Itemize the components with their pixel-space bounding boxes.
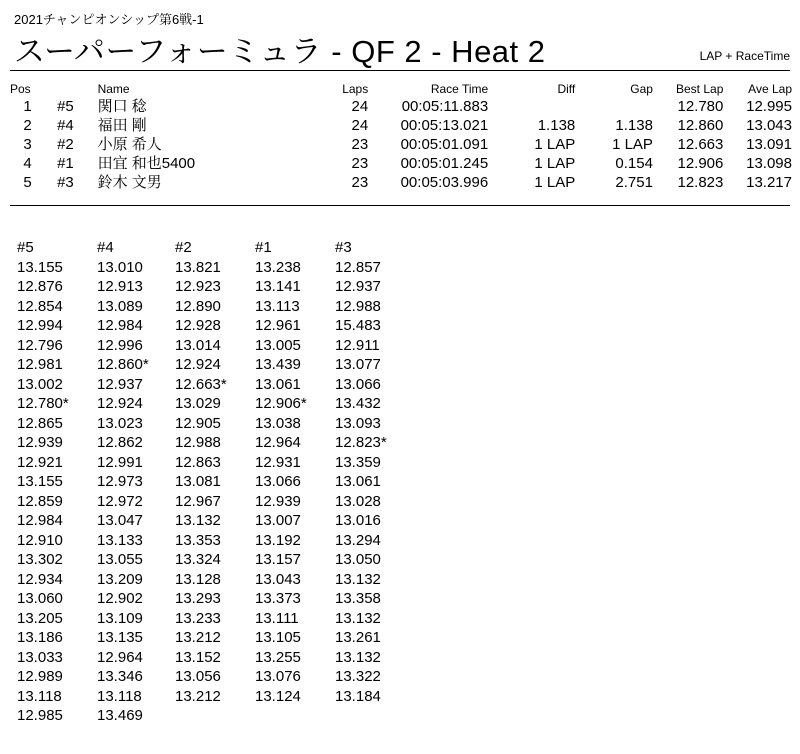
best-lap-cell: 12.780 <box>677 98 724 115</box>
driver-name-cell: 田宜 和也5400 <box>97 155 196 172</box>
lap-time-cell: 13.061 <box>255 375 301 393</box>
lap-time-cell: 13.212 <box>175 687 221 705</box>
col-diff: Diff <box>557 82 576 96</box>
diff-cell: 1 LAP <box>534 136 576 153</box>
diff-cell: 1.138 <box>537 117 576 134</box>
lap-time-cell: 13.016 <box>335 512 381 529</box>
lap-time-cell: 13.132 <box>335 648 381 666</box>
lap-time-cell: 12.905 <box>175 414 221 432</box>
driver-name-cell: 関口 稔 <box>97 98 147 115</box>
diff-cell: 1 LAP <box>534 155 576 172</box>
lap-time-cell: 12.931 <box>255 453 301 471</box>
lap-time-cell: 12.934 <box>17 570 63 588</box>
lap-time-cell: 12.937 <box>335 278 381 295</box>
lap-time-cell: 13.060 <box>17 590 63 607</box>
best-lap-cell: 12.860 <box>677 117 724 134</box>
pos-cell: 4 <box>23 155 32 172</box>
lap-time-cell: 12.964 <box>255 434 301 451</box>
lap-time-cell: 12.910 <box>17 531 63 549</box>
lap-time-cell: 13.093 <box>335 414 381 432</box>
lap-time-cell: 13.155 <box>17 258 63 276</box>
pos-cell: 3 <box>23 136 32 153</box>
lap-time-cell: 12.961 <box>255 317 301 334</box>
lap-time-cell: 13.293 <box>175 590 221 607</box>
col-no <box>45 81 97 97</box>
lap-time-cell: 12.988 <box>175 434 221 451</box>
laps-cell: 24 <box>351 117 369 134</box>
lap-time-cell: 12.939 <box>17 434 63 451</box>
lap-time-cell: 13.302 <box>17 551 63 568</box>
col-ave-lap: Ave Lap <box>748 82 792 96</box>
col-best-lap: Best Lap <box>676 82 724 96</box>
car-no-cell: #4 <box>57 117 74 134</box>
lap-time-cell: 12.854 <box>17 297 63 315</box>
lap-time-cell: 13.233 <box>175 609 221 627</box>
ave-lap-cell: 13.217 <box>746 174 792 191</box>
lap-time-cell: 13.111 <box>255 609 299 627</box>
lap-time-cell: 13.038 <box>255 414 301 432</box>
col-laps: Laps <box>342 82 369 96</box>
lap-time-cell: 13.076 <box>255 668 301 685</box>
lap-time-cell: 13.023 <box>97 414 143 432</box>
lap-column <box>175 238 227 706</box>
lap-time-cell: 12.973 <box>97 473 143 490</box>
lap-time-cell: 13.118 <box>97 687 142 705</box>
lap-time-cell: 12.996 <box>97 336 143 354</box>
lap-time-cell: 12.902 <box>97 590 143 607</box>
lap-time-cell: 12.859 <box>17 492 63 510</box>
lap-column-header: #3 <box>335 239 352 256</box>
lap-time-cell: 13.135 <box>97 629 143 646</box>
report-subtitle: 2021チャンピオンシップ第6戦-1 <box>14 12 204 27</box>
diff-cell: 1 LAP <box>534 174 576 191</box>
lap-time-cell: 12.984 <box>17 512 63 529</box>
lap-column-header: #5 <box>17 239 34 256</box>
laps-cell: 23 <box>351 174 369 191</box>
diff-cell <box>488 97 575 116</box>
lap-time-cell: 12.989 <box>17 668 63 685</box>
laps-cell: 23 <box>351 155 369 172</box>
lap-time-cell: 13.007 <box>255 512 301 529</box>
pos-cell: 1 <box>23 98 32 115</box>
lap-column-header: #1 <box>255 239 272 256</box>
lap-time-cell: 12.911 <box>335 336 380 354</box>
car-no-cell: #3 <box>57 174 74 191</box>
lap-column-header: #4 <box>97 239 114 256</box>
lap-time-cell: 13.212 <box>175 629 221 646</box>
lap-time-cell: 13.010 <box>97 258 143 276</box>
gap-cell <box>575 97 653 116</box>
lap-time-cell: 12.823* <box>335 434 387 451</box>
lap-time-cell: 12.913 <box>97 278 143 295</box>
result-row <box>10 173 792 192</box>
race-time-cell: 00:05:01.091 <box>400 136 489 153</box>
lap-time-cell: 13.105 <box>255 629 301 646</box>
lap-time-cell: 13.358 <box>335 590 381 607</box>
lap-time-cell: 13.353 <box>175 531 221 549</box>
best-lap-cell: 12.663 <box>677 136 724 153</box>
lap-time-cell: 12.994 <box>17 317 63 334</box>
lap-time-cell: 13.157 <box>255 551 301 568</box>
pos-cell: 5 <box>23 174 32 191</box>
lap-time-cell: 13.432 <box>335 395 381 412</box>
lap-time-cell: 12.964 <box>97 648 143 666</box>
lap-column <box>335 238 387 706</box>
lap-time-cell: 12.967 <box>175 492 221 510</box>
lap-time-cell: 13.033 <box>17 648 63 666</box>
lap-time-cell: 13.056 <box>175 668 221 685</box>
lap-time-cell: 13.066 <box>255 473 301 490</box>
lap-time-cell: 13.346 <box>97 668 143 685</box>
lap-time-cell: 13.155 <box>17 473 63 490</box>
gap-cell: 2.751 <box>615 174 653 191</box>
lap-time-cell: 12.923 <box>175 278 221 295</box>
lap-time-cell: 13.014 <box>175 336 221 354</box>
driver-name-cell: 鈴木 文男 <box>97 174 162 191</box>
result-row <box>10 97 792 116</box>
lap-time-cell: 13.141 <box>255 278 301 295</box>
lap-time-cell: 13.133 <box>97 531 143 549</box>
lap-time-cell: 12.860* <box>97 356 149 373</box>
lap-time-cell: 12.988 <box>335 297 381 315</box>
laps-cell: 23 <box>351 136 369 153</box>
lap-time-cell: 13.469 <box>97 707 143 724</box>
lap-time-cell: 12.991 <box>97 453 143 471</box>
car-no-cell: #5 <box>57 98 74 115</box>
lap-column <box>97 238 149 726</box>
lap-time-cell: 12.663* <box>175 375 227 393</box>
race-time-cell: 00:05:11.883 <box>401 98 489 115</box>
lap-time-cell: 13.132 <box>335 570 381 588</box>
lap-time-cell: 12.939 <box>255 492 301 510</box>
lap-time-cell: 12.924 <box>97 395 143 412</box>
race-time-cell: 00:05:03.996 <box>400 174 489 191</box>
lap-time-cell: 12.890 <box>175 297 221 315</box>
lap-time-cell: 13.152 <box>175 648 221 666</box>
results-table <box>10 81 792 192</box>
report-title: スーパーフォーミュラ - QF 2 - Heat 2 <box>14 34 546 69</box>
car-no-cell: #2 <box>57 136 74 153</box>
lap-time-cell: 13.439 <box>255 356 301 373</box>
lap-time-cell: 13.359 <box>335 453 381 471</box>
results-header-row <box>10 81 792 97</box>
report-type-tag: LAP + RaceTime <box>699 49 790 63</box>
lap-time-cell: 12.921 <box>17 453 63 471</box>
lap-column <box>255 238 307 706</box>
top-divider <box>10 70 790 71</box>
lap-column <box>17 238 69 726</box>
result-row <box>10 116 792 135</box>
lap-time-cell: 13.261 <box>335 629 381 646</box>
lap-time-cell: 13.186 <box>17 629 63 646</box>
lap-time-cell: 13.047 <box>97 512 143 529</box>
lap-time-cell: 13.089 <box>97 297 143 315</box>
lap-time-cell: 12.924 <box>175 356 221 373</box>
lap-time-cell: 12.780* <box>17 395 69 412</box>
col-name: Name <box>97 82 130 96</box>
lap-time-cell: 13.132 <box>335 609 381 627</box>
lap-time-cell: 13.322 <box>335 668 381 685</box>
lap-time-cell: 13.077 <box>335 356 381 373</box>
lap-time-cell: 12.972 <box>97 492 143 510</box>
lap-time-cell: 13.132 <box>175 512 221 529</box>
lap-time-cell: 13.109 <box>97 609 143 627</box>
result-row <box>10 154 792 173</box>
best-lap-cell: 12.823 <box>677 174 724 191</box>
col-race-time: Race Time <box>430 82 489 96</box>
lap-time-cell: 13.373 <box>255 590 301 607</box>
lap-time-cell: 13.238 <box>255 258 301 276</box>
lap-time-cell: 13.029 <box>175 395 221 412</box>
lap-time-cell: 12.796 <box>17 336 63 354</box>
lap-time-cell: 13.118 <box>17 687 62 705</box>
pos-cell: 2 <box>23 117 32 134</box>
lap-time-cell: 12.862 <box>97 434 143 451</box>
lap-time-cell: 12.928 <box>175 317 221 334</box>
race-time-cell: 00:05:01.245 <box>400 155 489 172</box>
lap-time-cell: 12.981 <box>17 356 63 373</box>
laps-cell: 24 <box>351 98 369 115</box>
lap-time-cell: 13.028 <box>335 492 381 510</box>
driver-name-cell: 福田 剛 <box>97 117 147 134</box>
ave-lap-cell: 13.098 <box>746 155 792 172</box>
lap-time-cell: 13.192 <box>255 531 301 549</box>
lap-column-header: #2 <box>175 239 192 256</box>
car-no-cell: #1 <box>57 155 74 172</box>
lap-time-cell: 12.937 <box>97 375 143 393</box>
lap-time-cell: 13.066 <box>335 375 381 393</box>
lap-time-cell: 13.205 <box>17 609 63 627</box>
lap-time-cell: 13.002 <box>17 375 63 393</box>
lap-time-cell: 13.209 <box>97 570 143 588</box>
lap-time-cell: 12.984 <box>97 317 143 334</box>
lap-time-cell: 12.985 <box>17 707 63 724</box>
lap-time-cell: 13.184 <box>335 687 381 705</box>
gap-cell: 1.138 <box>615 117 653 134</box>
gap-cell: 0.154 <box>615 155 653 172</box>
lap-time-cell: 13.128 <box>175 570 221 588</box>
race-time-cell: 00:05:13.021 <box>400 117 489 134</box>
lap-time-cell: 13.255 <box>255 648 301 666</box>
col-pos: Pos <box>10 82 31 96</box>
lap-time-cell: 13.050 <box>335 551 381 568</box>
lap-time-cell: 12.865 <box>17 414 63 432</box>
ave-lap-cell: 13.043 <box>746 117 792 134</box>
ave-lap-cell: 13.091 <box>746 136 792 153</box>
ave-lap-cell: 12.995 <box>746 98 792 115</box>
lap-time-cell: 13.043 <box>255 570 301 588</box>
lap-time-cell: 13.055 <box>97 551 143 568</box>
gap-cell: 1 LAP <box>612 136 653 153</box>
lap-time-cell: 12.906* <box>255 395 307 412</box>
lap-time-cell: 13.061 <box>335 473 381 490</box>
bottom-divider <box>10 205 790 206</box>
lap-time-cell: 13.113 <box>255 297 300 315</box>
lap-time-cell: 13.294 <box>335 531 381 549</box>
lap-time-cell: 13.324 <box>175 551 221 568</box>
driver-name-cell: 小原 希人 <box>97 136 162 153</box>
lap-time-cell: 13.821 <box>175 258 221 276</box>
lap-time-cell: 13.124 <box>255 687 301 705</box>
lap-time-cell: 12.876 <box>17 278 63 295</box>
result-row <box>10 135 792 154</box>
col-gap: Gap <box>630 82 653 96</box>
lap-time-cell: 13.081 <box>175 473 221 490</box>
lap-time-cell: 12.863 <box>175 453 221 471</box>
lap-time-cell: 13.005 <box>255 336 301 354</box>
lap-time-cell: 15.483 <box>335 317 381 334</box>
best-lap-cell: 12.906 <box>677 155 724 172</box>
lap-time-cell: 12.857 <box>335 258 381 276</box>
